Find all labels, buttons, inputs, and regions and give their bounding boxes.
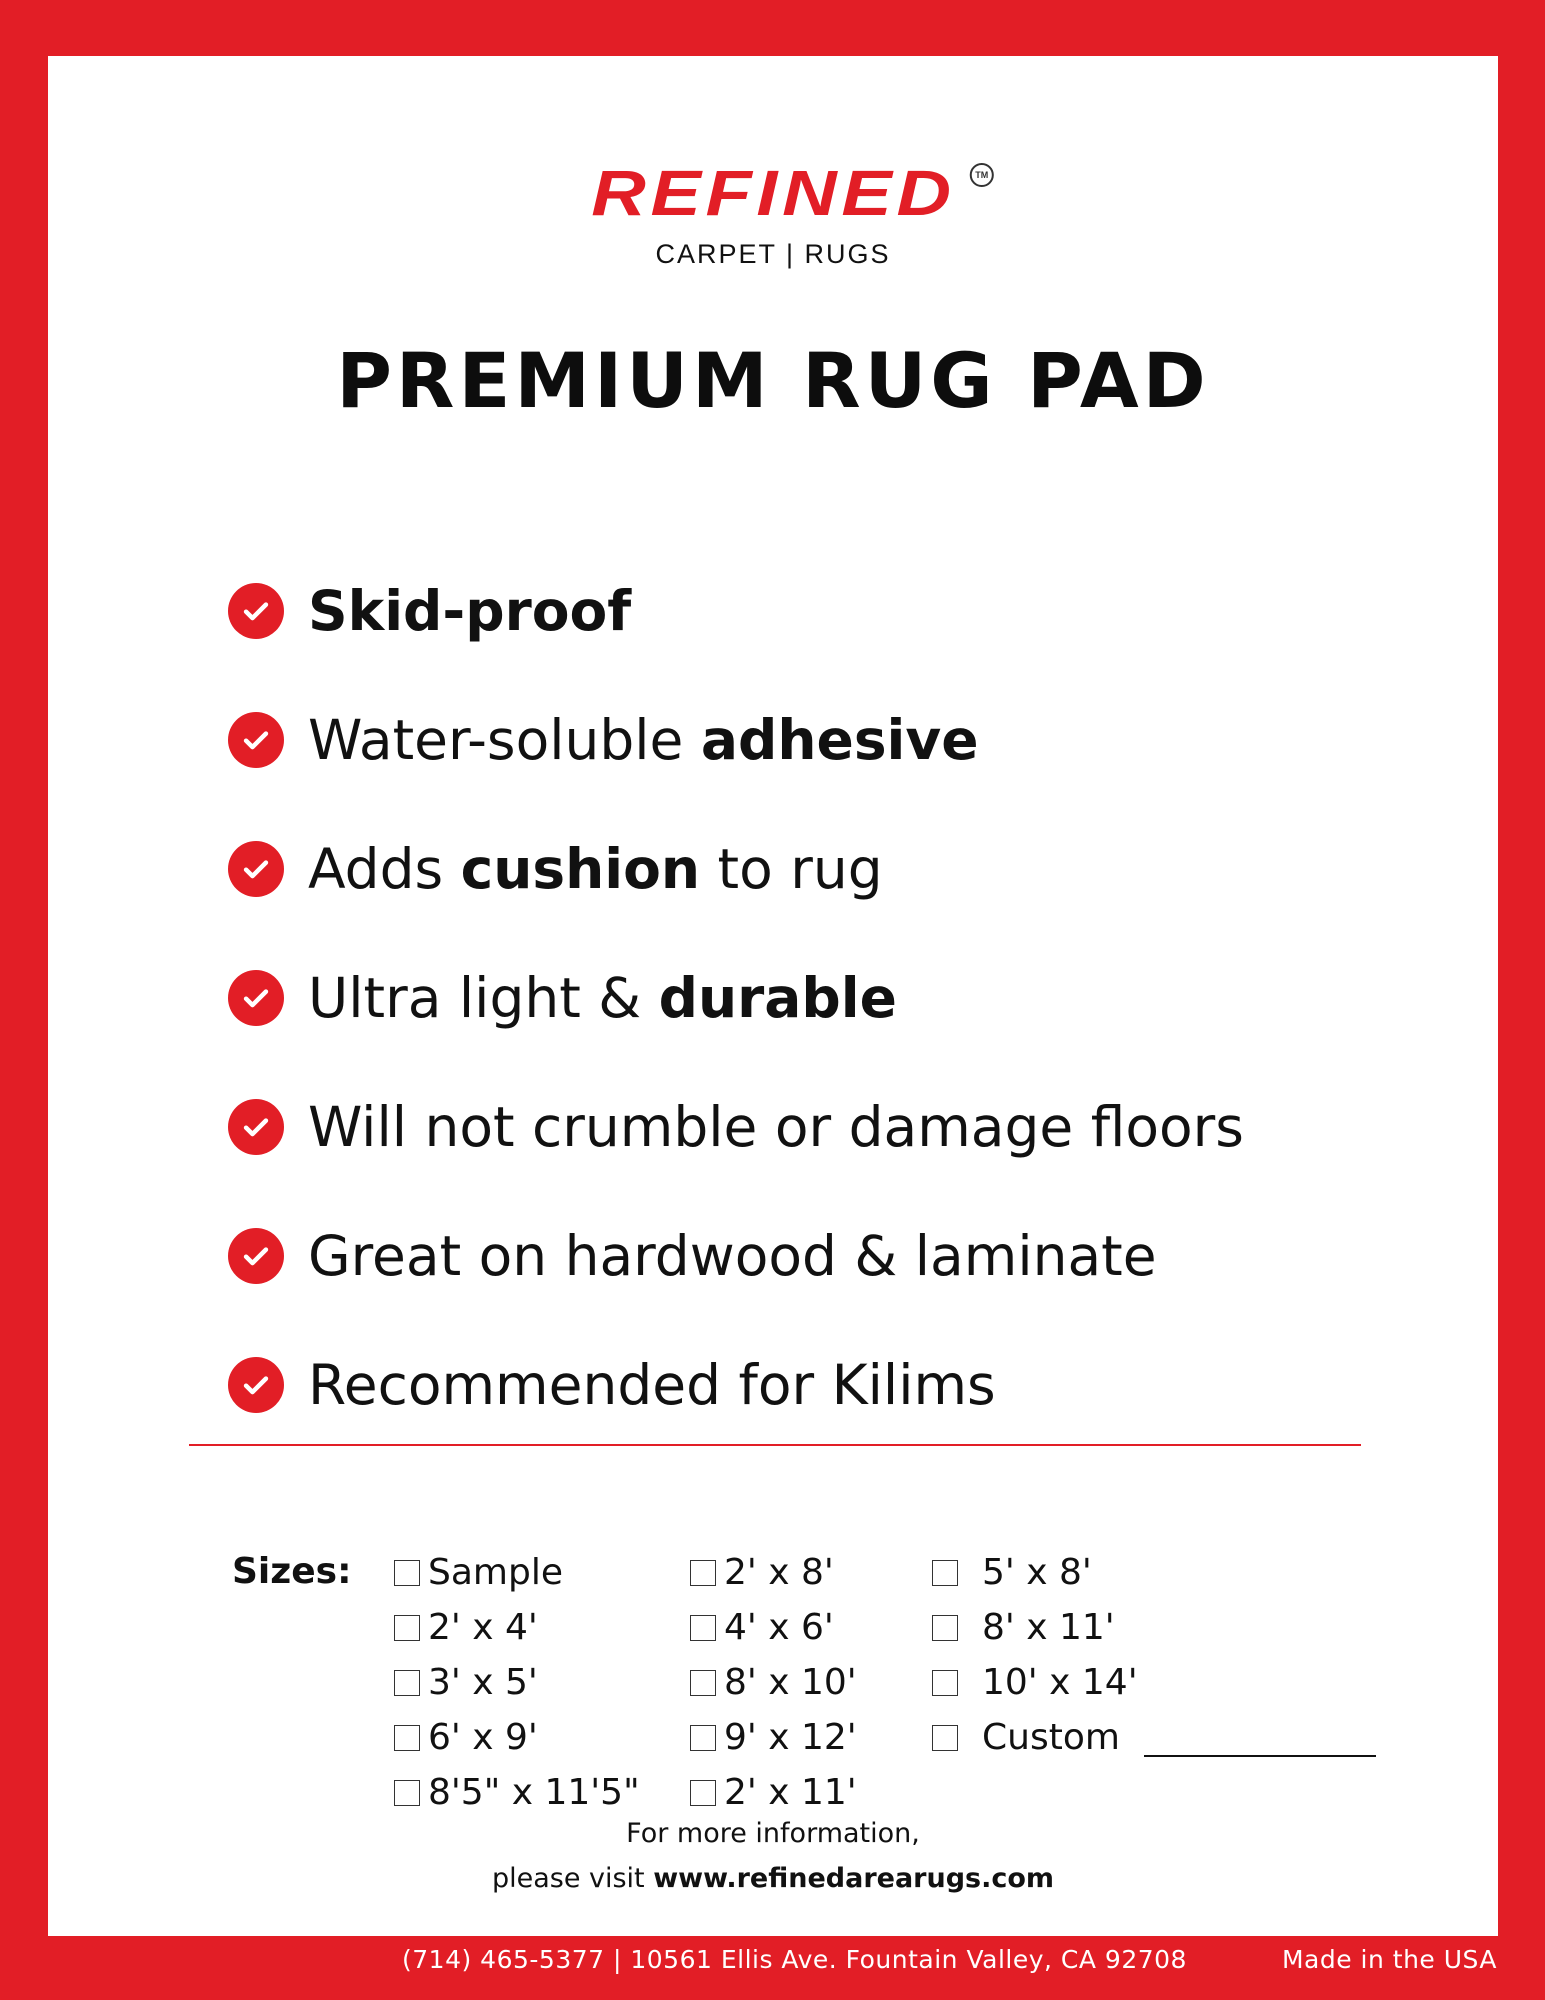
checkbox-icon[interactable] — [394, 1615, 420, 1641]
checkbox-icon[interactable] — [690, 1725, 716, 1751]
trademark-icon: TM — [969, 163, 993, 187]
checkbox-icon[interactable] — [932, 1670, 958, 1696]
feature-item — [228, 1062, 1244, 1191]
checkbox-icon[interactable] — [690, 1615, 716, 1641]
checkbox-icon[interactable] — [394, 1670, 420, 1696]
checkbox-icon[interactable] — [394, 1560, 420, 1586]
info-prefix: please visit — [491, 1863, 654, 1894]
feature-item — [228, 1320, 1244, 1449]
feature-text — [308, 708, 979, 772]
checkbox-icon[interactable] — [690, 1670, 716, 1696]
check-circle-icon — [228, 1228, 284, 1284]
size-option[interactable] — [394, 1710, 640, 1765]
feature-text-pre: Ultra light & — [308, 965, 659, 1030]
size-label: 6' x 9' — [428, 1717, 538, 1758]
check-circle-icon — [228, 1099, 284, 1155]
size-label: 5' x 8' — [982, 1552, 1092, 1593]
feature-text — [308, 1353, 996, 1417]
feature-text — [308, 837, 883, 901]
page-title: PREMIUM RUG PAD — [336, 336, 1210, 425]
info-line-2 — [48, 1856, 1498, 1901]
sizes-column-2 — [690, 1545, 857, 1820]
sizes-label: Sizes: — [232, 1551, 352, 1592]
feature-text-bold: Skid-proof — [308, 578, 632, 643]
feature-text-pre: Water-soluble — [308, 707, 701, 772]
info-line-1: For more information, — [626, 1818, 920, 1849]
logo-subtitle: CARPET | RUGS — [655, 239, 891, 269]
custom-size-blank[interactable] — [1144, 1755, 1376, 1757]
size-label: Sample — [428, 1552, 563, 1593]
checkbox-icon[interactable] — [690, 1560, 716, 1586]
feature-text-pre: Great on hardwood & laminate — [308, 1223, 1157, 1288]
size-option[interactable] — [394, 1655, 640, 1710]
size-option[interactable] — [932, 1545, 1376, 1600]
feature-text — [308, 1224, 1157, 1288]
footer-made-in-usa: Made in the USA — [1281, 1945, 1497, 1974]
logo-brand-text: REFINED — [590, 157, 956, 229]
feature-text-pre: Adds — [308, 836, 461, 901]
feature-item — [228, 1191, 1244, 1320]
logo-wordmark — [590, 157, 988, 229]
size-option[interactable] — [394, 1545, 640, 1600]
size-option[interactable] — [932, 1710, 1376, 1765]
size-label: 3' x 5' — [428, 1662, 538, 1703]
sizes-column-3 — [932, 1545, 1376, 1765]
size-label: 8'5" x 11'5" — [428, 1772, 640, 1813]
size-option[interactable] — [394, 1600, 640, 1655]
website-link[interactable]: www.refinedarearugs.com — [653, 1863, 1055, 1894]
size-option[interactable] — [690, 1655, 857, 1710]
feature-item — [228, 804, 1244, 933]
size-label: 8' x 11' — [982, 1607, 1115, 1648]
check-circle-icon — [228, 712, 284, 768]
check-circle-icon — [228, 970, 284, 1026]
size-label: 8' x 10' — [724, 1662, 857, 1703]
size-label: 9' x 12' — [724, 1717, 857, 1758]
feature-list — [228, 546, 1244, 1449]
feature-text-pre: Recommended for Kilims — [308, 1352, 996, 1417]
checkbox-icon[interactable] — [932, 1725, 958, 1751]
checkbox-icon[interactable] — [690, 1780, 716, 1806]
size-label: 10' x 14' — [982, 1662, 1138, 1703]
feature-text-bold: adhesive — [700, 707, 979, 772]
check-circle-icon — [228, 583, 284, 639]
check-circle-icon — [228, 841, 284, 897]
feature-text — [308, 966, 897, 1030]
feature-item — [228, 675, 1244, 804]
size-label: Custom — [982, 1717, 1120, 1758]
size-option[interactable] — [932, 1655, 1376, 1710]
footer-contact: (714) 465-5377 | 10561 Ellis Ave. Fountain Valley, CA 92708 — [402, 1945, 1187, 1974]
feature-text-bold: cushion — [460, 836, 701, 901]
flyer-sheet — [48, 56, 1498, 1936]
logo — [48, 157, 1498, 270]
checkbox-icon[interactable] — [394, 1725, 420, 1751]
checkbox-icon[interactable] — [932, 1615, 958, 1641]
size-label: 4' x 6' — [724, 1607, 834, 1648]
size-label: 2' x 11' — [724, 1772, 857, 1813]
size-label: 2' x 4' — [428, 1607, 538, 1648]
size-option[interactable] — [690, 1710, 857, 1765]
sizes-column-1 — [394, 1545, 640, 1820]
checkbox-icon[interactable] — [932, 1560, 958, 1586]
size-option[interactable] — [690, 1545, 857, 1600]
feature-item — [228, 933, 1244, 1062]
divider — [189, 1444, 1361, 1446]
check-circle-icon — [228, 1357, 284, 1413]
size-option[interactable] — [690, 1600, 857, 1655]
feature-text — [308, 579, 631, 643]
feature-text — [308, 1095, 1244, 1159]
feature-text-pre: Will not crumble or damage floors — [308, 1094, 1244, 1159]
feature-text-post: to rug — [700, 836, 883, 901]
feature-text-bold: durable — [658, 965, 897, 1030]
size-option[interactable] — [932, 1600, 1376, 1655]
feature-item — [228, 546, 1244, 675]
info-block — [48, 1811, 1498, 1901]
size-label: 2' x 8' — [724, 1552, 834, 1593]
checkbox-icon[interactable] — [394, 1780, 420, 1806]
